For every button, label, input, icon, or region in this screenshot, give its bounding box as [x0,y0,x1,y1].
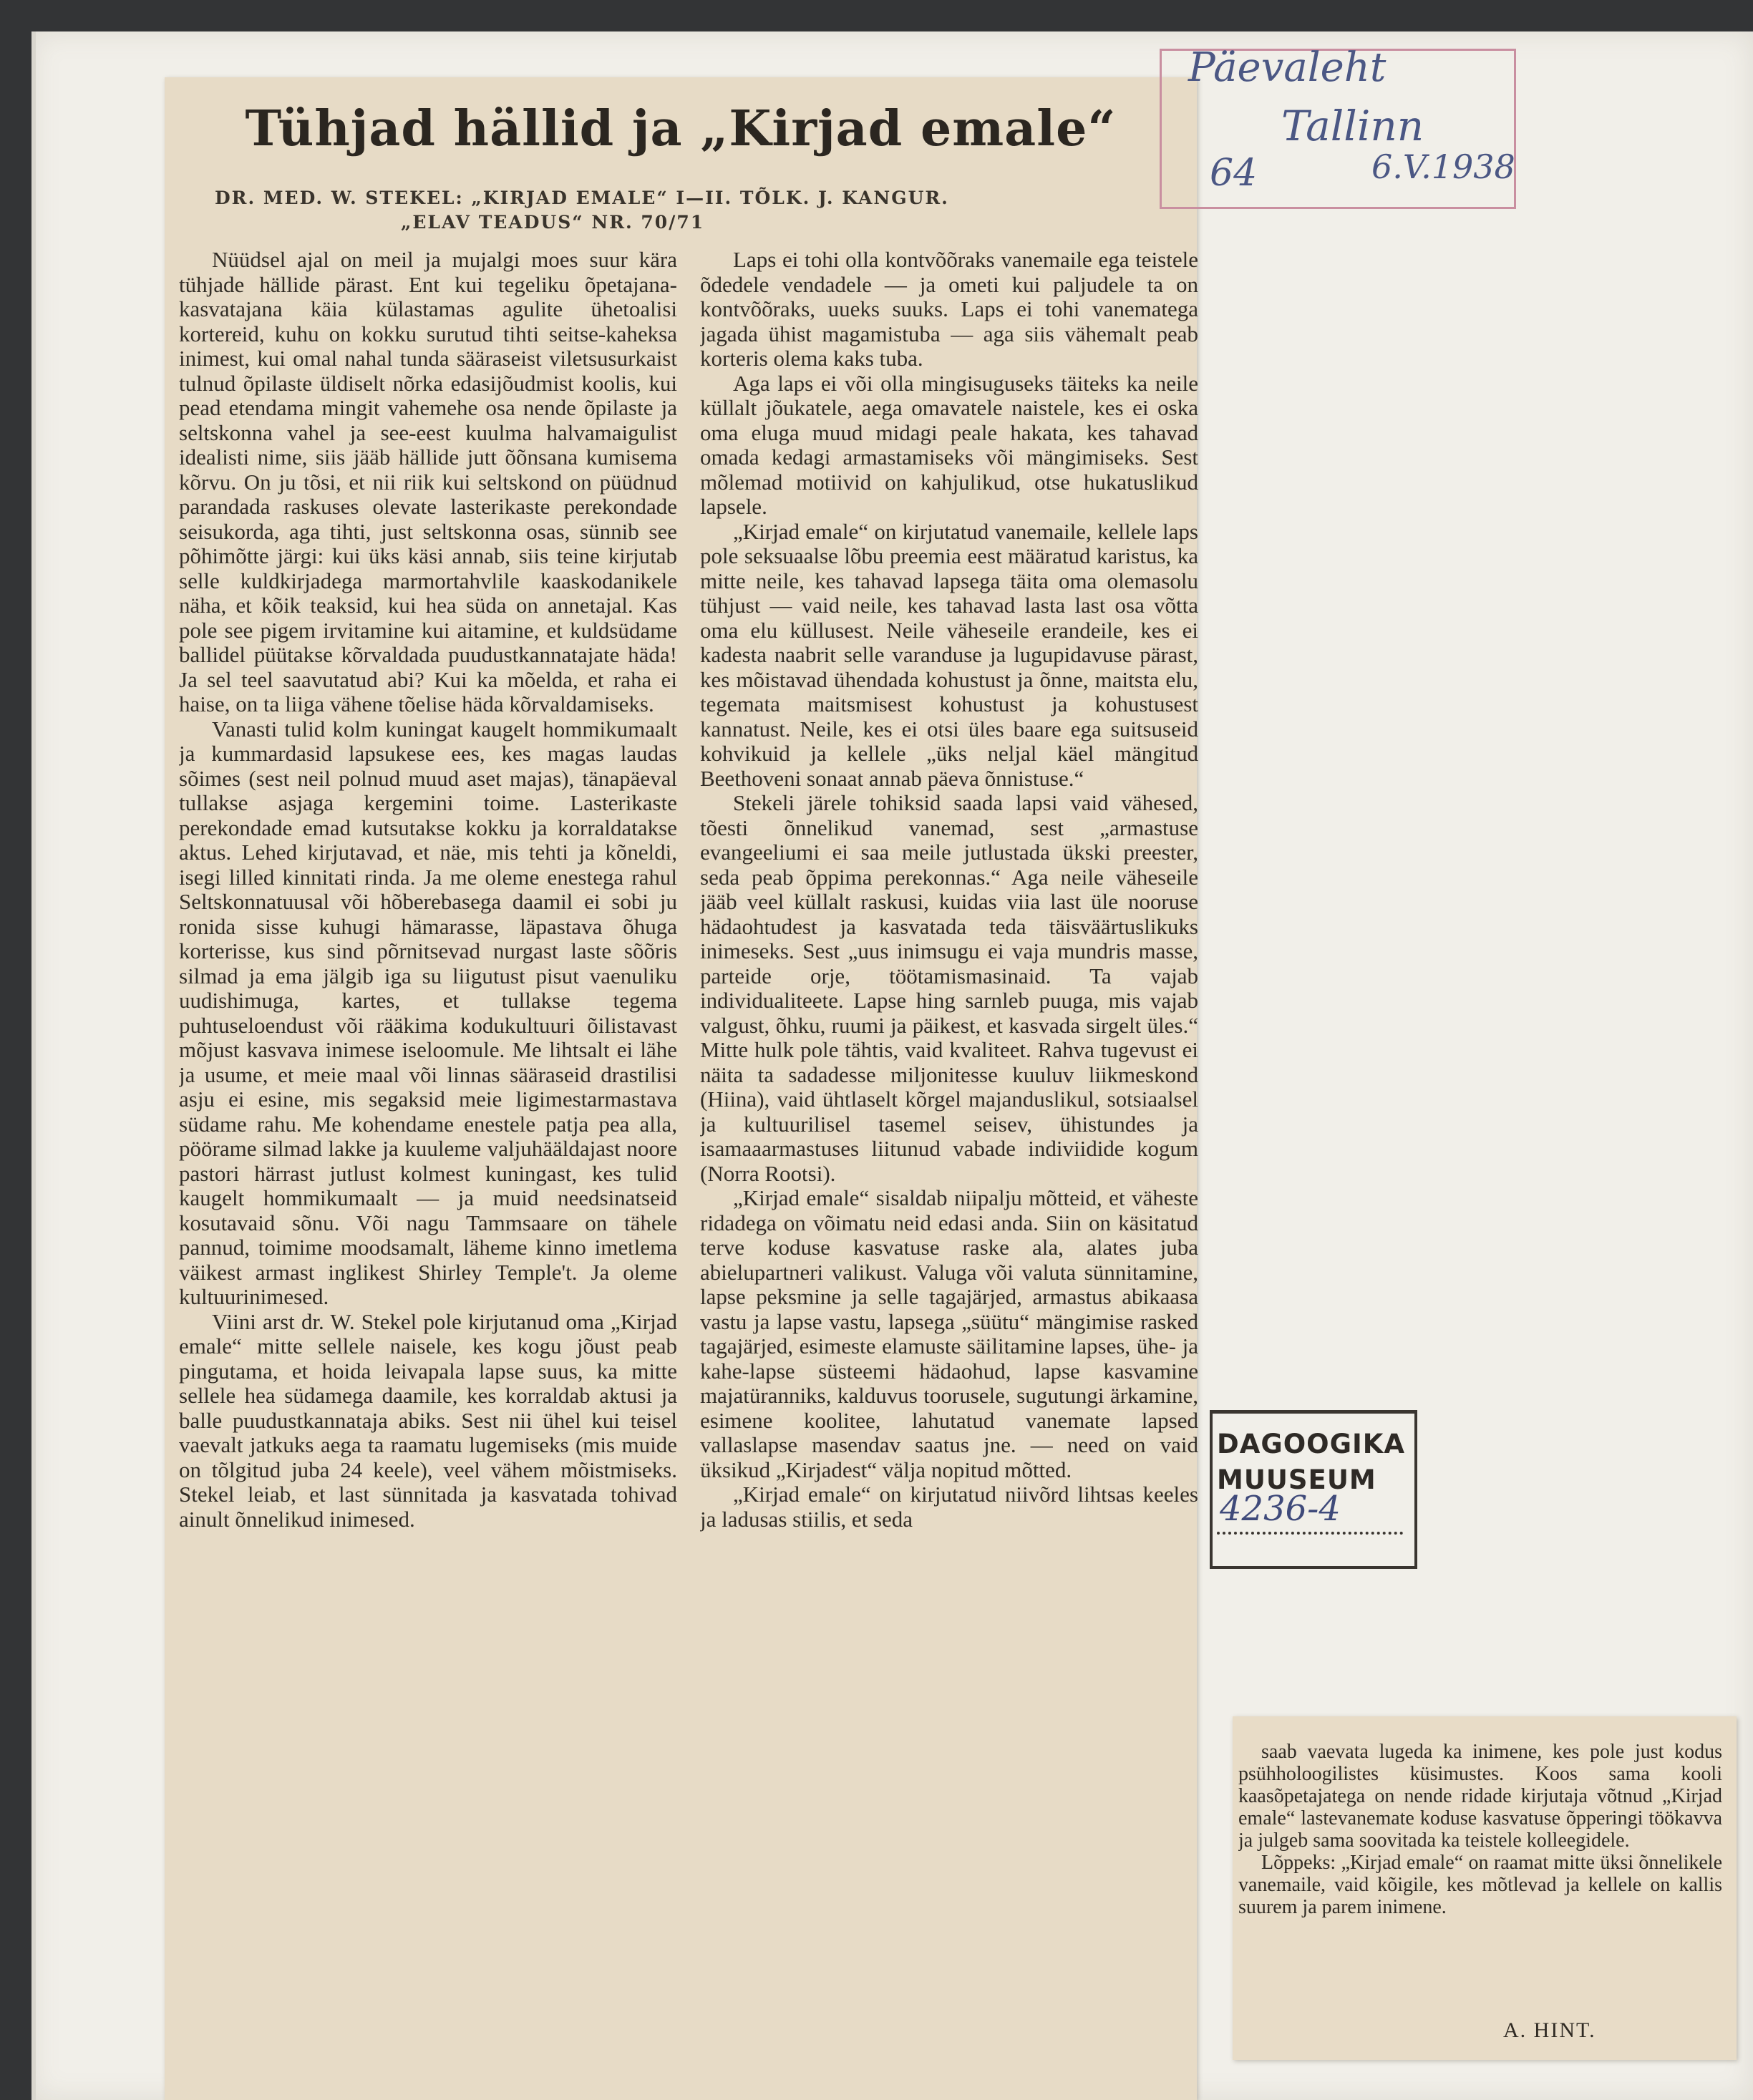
paragraph: „Kirjad emale“ on kirjutatud vanemaile, kellele laps pole seksuaalse lõbu preemia eest määratud karistus, ka mitte neile, kes tahavad lapsega täita oma olemasolu tühjust — vaid neile, kes tahavad lasta last osa võtta oma elu küllusest. Neile väheseile erandeile, kes ei kadesta naabrit selle varanduse ja lugupidavuse pärast, kes mõistavad ühendada kohustust ja õnne, maitsta elu, tegemata maitsmisest kohustust ja kohustusest kannatust. Neile, kes ei otsi üles baare ega suitsuseid kohvikuid ja kellele „üks neljal käel mängitud Beethoveni sonaat annab päeva õnnistuse.“ [700,518,1198,791]
handwritten-city: Tallinn [1281,102,1424,150]
museum-stamp-line-1: DAGOOGIKA [1217,1429,1406,1459]
handwritten-newspaper-name: Päevaleht [1188,44,1387,91]
paragraph: Aga laps ei või olla mingisuguseks täiteks ka neile küllalt jõukatele, aega omavatele naistele, kes ei oska oma eluga muud midagi peale hakata, kes tahavad omada kedagi armastamiseks või mängimiseks. Sest mõlemad motiivid on kahjulikud, otse hukatuslikud lapsele. [700,370,1198,519]
museum-stamp-line-2: MUUSEUM [1217,1464,1376,1495]
article-continuation [1238,1741,1722,2056]
article-column-left [179,248,677,2080]
museum-inventory-number: 4236-4 [1220,1489,1341,1529]
handwritten-issue-number: 64 [1210,152,1258,195]
paragraph: Vanasti tulid kolm kuningat kaugelt hommikumaalt ja kummardasid lapsukese ees, kes magas laudas sõimes (sest neil polnud muud aset majas), tänapäeval tullakse asjaga kergemini toime. Lasterikaste perekondade emad kutsutakse kokku ja korraldatakse aktus. Lehed kirjutavad, et näe, mis tehti ja kõneldi, isegi lilled kinnitati rinda. Ja me oleme enestega rahul Seltskonnatuusal või hõberebasega daamil ei sobi ju ronida sisse kuhugi hämarasse, läpastava õhuga korterisse, kus sind põrnitsevad nurgast laste sõõris silmad ja ema jälgib iga su liigutust pisut vaenuliku uudishimuga, kartes, et tullakse tegema puhtuseloendust või rääkima kodukultuuri õilistavast mõjust kasvava inimese iseloomule. Me lihtsalt ei lähe ja usume, et meie maal või linnas sääraseid drastilisi asju ei esine, mis segaksid meie ligimestarmastava südame rahu. Me kohendame enestele patja pea alla, pöörame silmad lakke ja kuuleme valjuhääldajast noore pastori härrast jutlust kolmest kuningast, kes tulid kaugelt hommikumaalt — ja muid needsinatseid kosutavaid sõnu. Või nagu Tammsaare on tähele pannud, toimime moodsamalt, läheme kinno imetlema väikest armast inglikest Shirley Temple't. Ja oleme kultuurinimesed. [179,716,677,1309]
author-signature: A. HINT. [1503,2018,1596,2042]
paragraph: „Kirjad emale“ sisaldab niipalju mõtteid, et väheste ridadega on võimatu neid edasi anda. Siin on käsitatud terve koduse kasvatuse raske ala, alates juba abielupartneri valikust. Valuga või valuta sünnitamine, lapse peksmine ja selle tagajärjed, armastus abikaasa vastu ja lapse vastu, lapsega „süütu“ mängimise rasked tagajärjed, esimeste elamuste säilitamine lapses, ühe- ja kahe-lapse süsteemi hädaohud, lapse kasvamine majatüranniks, kalduvus toorusele, sugutungi ärkamine, esimene koolitee, lahutatud vanemate lapsed vallaslapse masendav saatus jne. — need on vaid üksikud „Kirjadest“ välja nopitud mõtted. [700,1185,1198,1482]
paragraph: saab vaevata lugeda ka inimene, kes pole just kodus psühholoogilistes küsimustes. Koos sama kooli kaasõpetajatega on nende ridade kirjutaja võtnud „Kirjad emale“ lastevanemate koduse kasvatuse õpperingi töökavva ja julgeb sama soovitada ka teistele kolleegidele. [1238,1741,1722,1852]
byline-line-1: DR. MED. W. STEKEL: „KIRJAD EMALE“ I—II. TÕLK. J. KANGUR. [215,188,949,208]
byline-line-2: „ELAV TEADUS“ NR. 70/71 [401,212,705,233]
handwritten-date: 6.V.1938 [1371,147,1515,186]
paragraph: Stekeli järele tohiksid saada lapsi vaid vähesed, tõesti õnnelikud vanemad, sest „armastuse evangeeliumi ei saa meile jutlustada ükski preester, seda peab õppima perekonnas.“ Aga neile väheseile jääb veel küllalt raskusi, kuidas viia last üle nooruse hädaohtudest ja kasvatada teda täisväärtuslikuks inimeseks. Sest „uus inimsugu ei vaja mundris masse, parteide orje, töötamismasinaid. Ta vajab individualiteete. Lapse hing sarnleb puuga, mis vajab valgust, õhku, ruumi ja päikest, et kasvada sirgelt üles.“ Mitte hulk pole tähtis, vaid kvaliteet. Rahva tugevust ei näita ta sadadesse miljonitesse kuuluv liikmeskond (Hiina), vaid ühtlaselt kõrgel majanduslikul, sotsiaalsel ja kultuurilisel tasemel seisev, ühistundes ja isamaaarmastuses liitunud vabade indiviidide kogum (Norra Rootsi). [700,790,1198,1186]
article-headline: Tühjad hällid ja „Kirjad emale“ [245,100,1117,157]
museum-stamp-dotted-line [1217,1532,1403,1535]
paragraph: Laps ei tohi olla kontvõõraks vanemaile ega teistele õdedele vendadele — ja ometi kui paljudele ta on kontvõõraks, uueks suuks. Laps ei tohi vanematega jagada ühist magamistuba — aga siis vähemalt peab korteris olema kaks tuba. [700,248,1198,371]
paragraph: „Kirjad emale“ on kirjutatud niivõrd lihtsas keeles ja ladusas stiilis, et seda [700,1482,1198,1532]
paragraph: Viini arst dr. W. Stekel pole kirjutanud oma „Kirjad emale“ mitte sellele naisele, kes kogu jõust peab pingutama, et hoida leivapala lapse suus, ka mitte sellele hea südamega daamile, kes korraldab aktusi ja balle puudustkannataja abiks. Sest nii ühel kui teisel vaevalt jatkuks aega ta raamatu lugemiseks (mis muide on tõlgitud juba 24 keele), veel vähem mõistmiseks. Stekel leiab, et last sünnitada ja kasvatada tohivad ainult õnnelikud inimesed. [179,1308,677,1532]
article-column-right [700,248,1198,2080]
mount-edge [31,31,36,2100]
paragraph: Nüüdsel ajal on meil ja mujalgi moes suur kära tühjade hällide pärast. Ent kui tegeliku õpetajana-kasvatajana käia külastamas agulite ühetoalisi kortereid, kuhu on kokku surutud tihti seitse-kaheksa inimest, kui omal nahal tunda sääraseist viletsusurkaist tulnud õpilaste üldiselt nõrka edasijõudmist koolis, kui pead etendama mingit vahemehe osa nende õpilaste ja seltskonna vahel ja see-eest kuulma halvamaigulist idealisti nime, siis jääb hällide jutt õõnsana kumisema kõrvu. On ju tõsi, et nii riik kui seltskond on püüdnud parandada raskuses olevate lasterikaste perekondade seisukorda, aga tihti, just seltskonna osas, sünnib see põhimõtte järgi: kui üks käsi annab, siis teine kirjutab selle kuldkirjadega marmortahvlile kaaskodanikele näha, et kõik teaksid, kui hea süda on annetajal. Kas pole see pigem irvitamine kui aitamine, et kuldsüdame ballidel püütakse kõrvaldada puudustkannatajate häda! Ja sel teel saavutatud abi? Kui ka mõelda, et raha ei haise, on ta liiga vähene tõelise häda kõrvaldamiseks. [179,248,677,716]
paragraph: Lõppeks: „Kirjad emale“ on raamat mitte üksi õnnelikele vanemaile, vaid kõigile, kes mõtlevad ja kellele on kallis suurem ja parem inimene. [1238,1852,1722,1918]
